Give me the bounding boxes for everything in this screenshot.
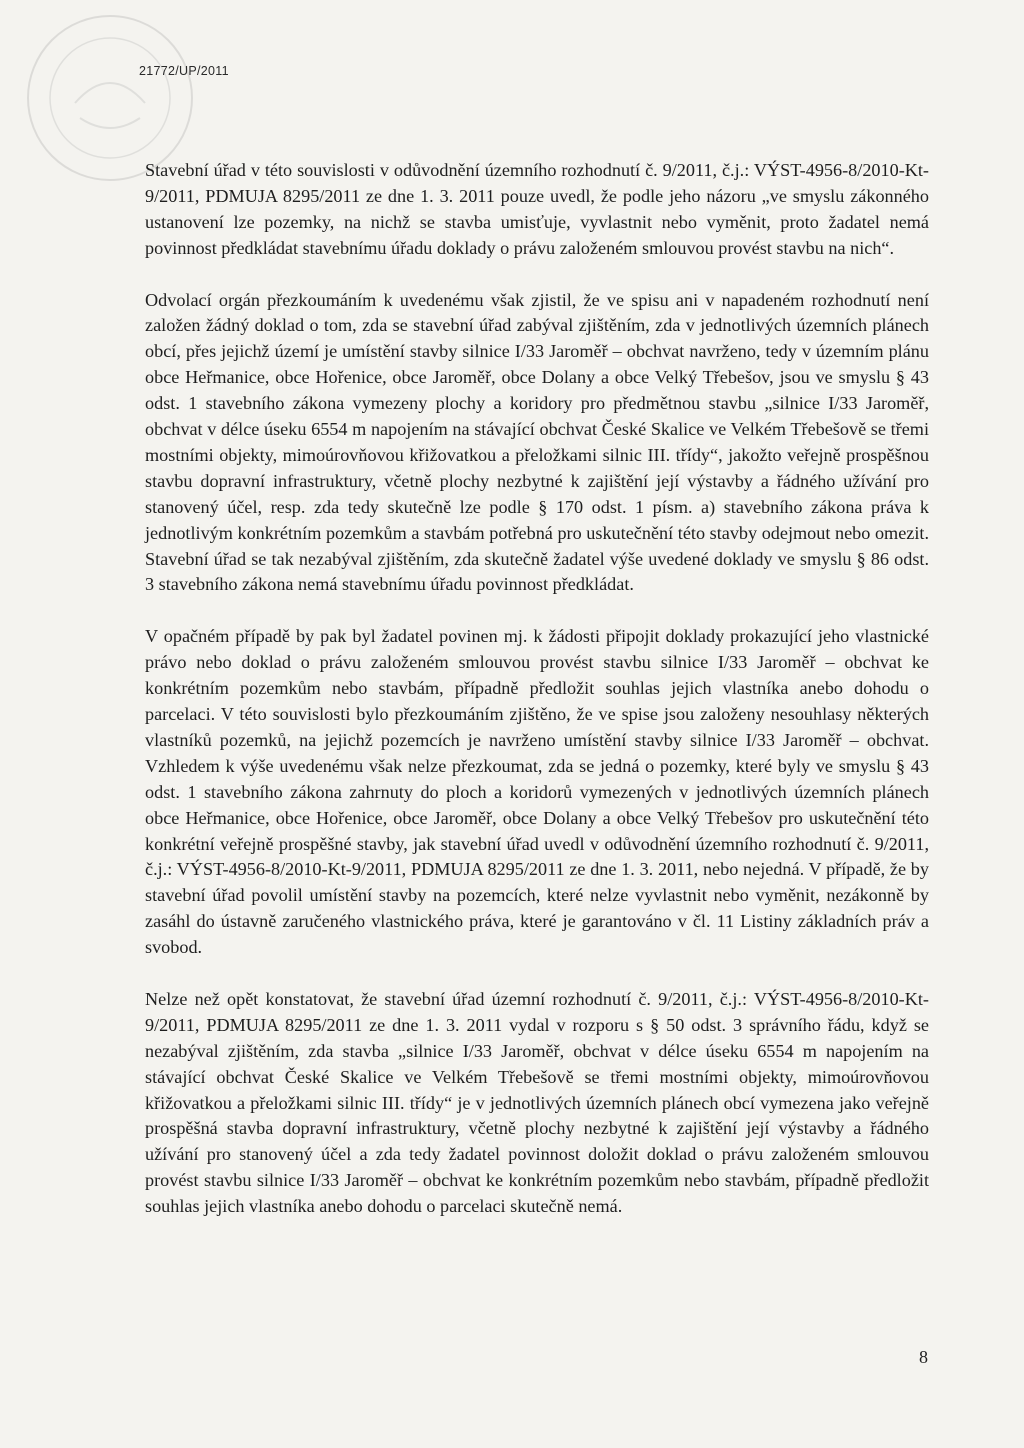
paragraph: Nelze než opět konstatovat, že stavební úřad územní rozhodnutí č. 9/2011, č.j.: VÝST-4956-8/2010-Kt-9/2011, PDMUJA 8295/2011 ze dne 1. 3. 2011 vydal v rozporu s § 50 odst. 3 správního řádu, když se nezabýval zjištěním, zda stavba „silnice I/33 Jaroměř, obchvat v délce úseku 6554 m napojením na stávající obchvat České Skalice ve Velkém Třebešově se třemi mostními objekty, mimoúrovňovou křižovatkou a přeložkami silnic III. třídy“ je v jednotlivých územních plánech obcí vymezena jako veřejně prospěšná stavba dopravní infrastruktury, včetně plochy nezbytné k zajištění její výstavby a řádného užívání pro stanovený účel a zda tedy žadatel povinnost doložit doklad o právu založeném smlouvou provést stavbu silnice I/33 Jaroměř – obchvat ke konkrétním pozemkům nebo stavbám, případně předložit souhlas jejich vlastníka anebo dohodu o parcelaci skutečně nemá. [145,988,929,1217]
document-body [145,158,929,1246]
paragraph: Odvolací orgán přezkoumáním k uvedenému však zjistil, že ve spisu ani v napadeném rozhodnutí není založen žádný doklad o tom, zda se stavební úřad zabýval zjištěním, zda v jednotlivých územních plánech obcí, přes jejichž území je umístění stavby silnice I/33 Jaroměř – obchvat navrženo, tedy v územním plánu obce Heřmanice, obce Hořenice, obce Jaroměř, obce Dolany a obce Velký Třebešov, jsou ve smyslu § 43 odst. 1 stavebního zákona vymezeny plochy a koridory pro předmětnou stavbu „silnice I/33 Jaroměř, obchvat v délce úseku 6554 m napojením na stávající obchvat České Skalice ve Velkém Třebešově se třemi mostními objekty, mimoúrovňovou křižovatkou a přeložkami silnic III. třídy“, jakožto veřejně prospěšnou stavbu dopravní infrastruktury, včetně plochy nezbytné k zajištění její výstavby a řádného užívání pro stanovený účel, resp. zda tedy skutečně lze podle § 170 odst. 1 písm. a) stavebního zákona práva k jednotlivým konkrétním pozemkům a stavbám potřebná pro uskutečnění této stavby odejmout nebo omezit. Stavební úřad se tak nezabýval zjištěním, zda skutečně žadatel výše uvedené doklady ve smyslu § 86 odst. 3 stavebního zákona nemá stavebnímu úřadu povinnost předkládat. [145,289,929,595]
document-reference-number: 21772/UP/2011 [139,64,229,78]
paragraph: V opačném případě by pak byl žadatel povinen mj. k žádosti připojit doklady prokazující jeho vlastnické právo nebo doklad o právu založeném smlouvou provést stavbu silnice I/33 Jaroměř – obchvat ke konkrétním pozemkům nebo stavbám, případně předložit souhlas jejich vlastníka anebo dohodu o parcelaci. V této souvislosti bylo přezkoumáním zjištěno, že ve spise jsou založeny nesouhlasy některých vlastníků pozemků, na jejichž pozemcích je navrženo umístění stavby silnice I/33 Jaroměř – obchvat. Vzhledem k výše uvedenému však nelze přezkoumat, zda se jedná o pozemky, které byly ve smyslu § 43 odst. 1 stavebního zákona zahrnuty do ploch a koridorů vymezených v jednotlivých územních plánech obce Heřmanice, obce Hořenice, obce Jaroměř, obce Dolany a obce Velký Třebešov pro uskutečnění této konkrétní veřejně prospěšné stavby, jak stavební úřad uvedl v odůvodnění územního rozhodnutí č. 9/2011, č.j.: VÝST-4956-8/2010-Kt-9/2011, PDMUJA 8295/2011 ze dne 1. 3. 2011, nebo nejedná. V případě, že by stavební úřad povolil umístění stavby na pozemcích, které nelze vyvlastnit nebo vyměnit, nezákonně by zasáhl do ústavně zaručeného vlastnického práva, které je garantováno v čl. 11 Listiny základních práv a svobod. [145,626,929,958]
page-number: 8 [919,1347,928,1367]
paragraph: Stavební úřad v této souvislosti v odůvodnění územního rozhodnutí č. 9/2011, č.j.: VÝST-4956-8/2010-Kt-9/2011, PDMUJA 8295/2011 ze dne 1. 3. 2011 pouze uvedl, že podle jeho názoru „ve smyslu zákonného ustanovení lze pozemky, na nichž se stavba umisťuje, vyvlastnit nebo vyměnit, proto žadatel nemá povinnost předkládat stavebnímu úřadu doklady o právu založeném smlouvou provést stavbu na nich“. [145,160,929,258]
